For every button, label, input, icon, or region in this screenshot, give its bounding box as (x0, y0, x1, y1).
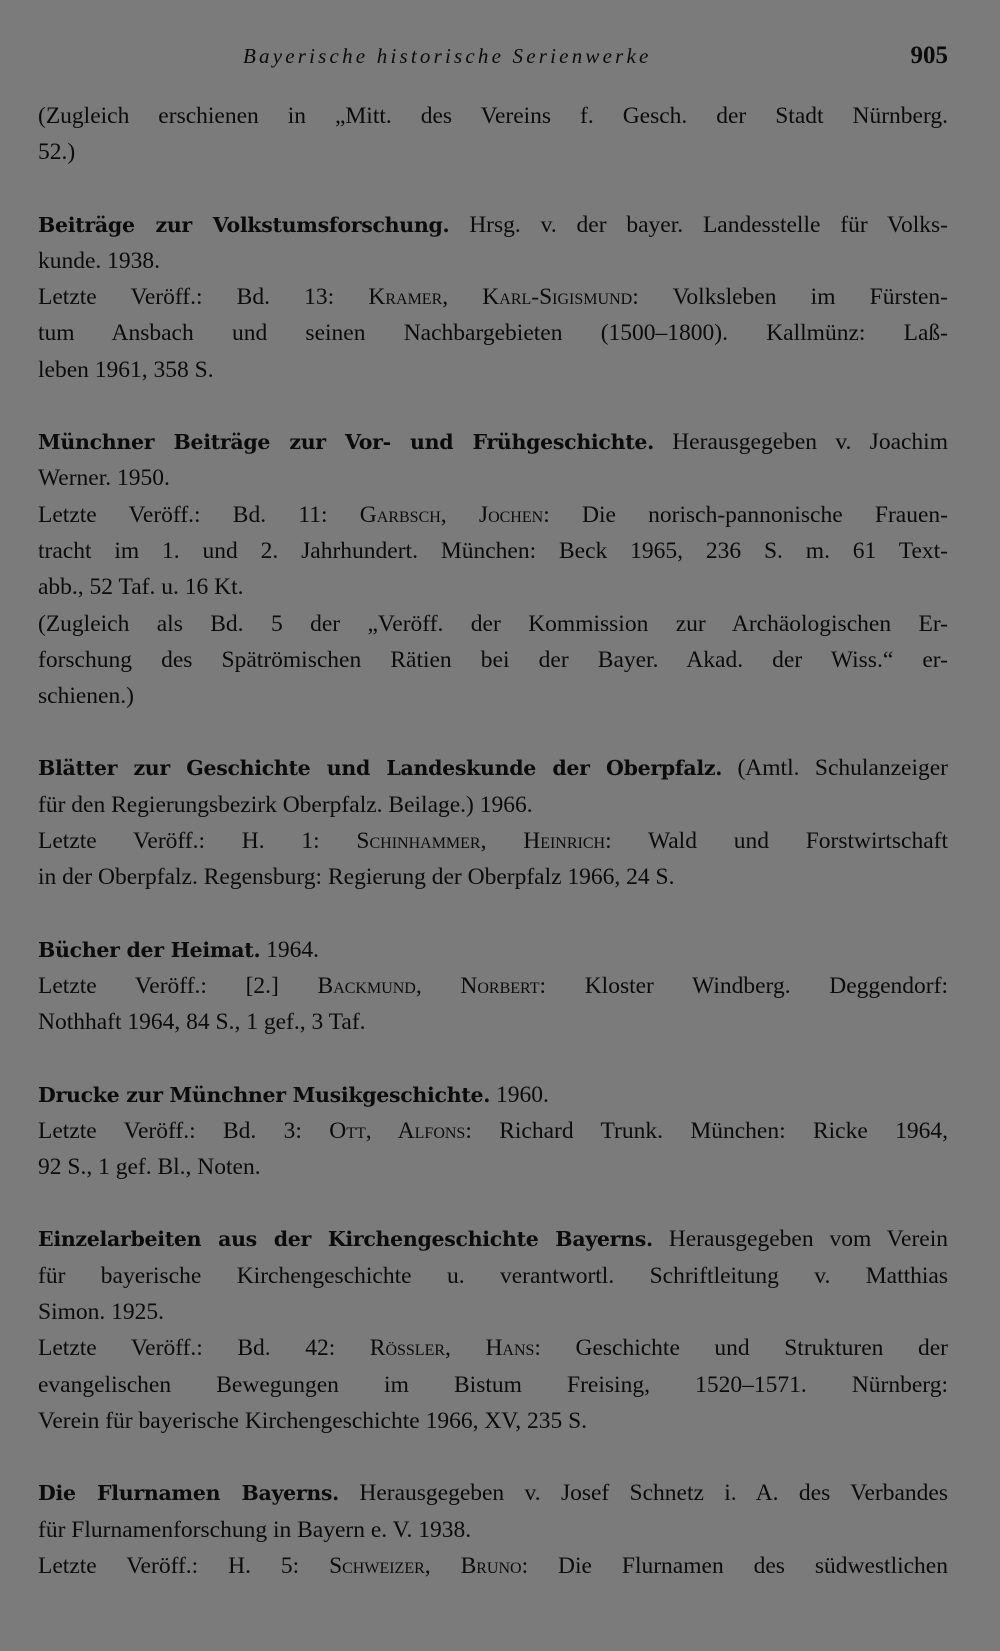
series-entry (38, 750, 948, 895)
series-entry (38, 207, 948, 388)
series-publisher: Herausgegeben v. Joachim (653, 429, 948, 456)
last-publication-label: Letzte Veröff.: H. 5: (38, 1552, 330, 1579)
text-line: schienen.) (38, 683, 134, 710)
series-title: Beiträge zur Volkstumsforschung. (38, 212, 450, 237)
text-line: abb., 52 Taf. u. 16 Kt. (38, 574, 244, 601)
text-line: in der Oberpfalz. Regensburg: Regierung der Oberpfalz 1966, 24 S. (38, 864, 675, 891)
text-line: für Flurnamenforschung in Bayern e. V. 1938. (38, 1516, 472, 1543)
text-line (38, 207, 948, 243)
text-line: forschung des Spätrömischen Rätien bei der Bayer. Akad. der Wiss.“ er- (38, 646, 948, 673)
author-name: Rössler, Hans (369, 1335, 535, 1362)
series-year: 1964. (260, 936, 320, 963)
author-name: Garbsch, Jochen (359, 501, 544, 528)
continuation-entry (38, 98, 948, 171)
text-line (38, 1475, 948, 1511)
text-line: Werner. 1950. (38, 465, 170, 492)
series-publisher: Herausgegeben vom Verein (652, 1226, 948, 1253)
series-entry (38, 932, 948, 1041)
series-title: Drucke zur Münchner Musikgeschichte. (38, 1082, 491, 1107)
text-line (38, 932, 948, 968)
author-name: Kramer, Karl-Sigismund (368, 284, 633, 311)
last-publication-label: Letzte Veröff.: Bd. 42: (38, 1335, 370, 1362)
series-title: Münchner Beiträge zur Vor- und Frühgeschichte. (38, 430, 654, 455)
text-line (38, 424, 948, 460)
text-line (38, 823, 948, 859)
series-title: Die Flurnamen Bayerns. (38, 1481, 340, 1506)
series-year: 1960. (490, 1081, 549, 1108)
publication-title: : Geschichte und Strukturen der (534, 1335, 948, 1362)
book-page (38, 44, 948, 1620)
series-entry (38, 1221, 948, 1439)
author-name: Backmund, Norbert (317, 972, 540, 999)
series-publisher: (Amtl. Schulanzeiger (722, 755, 948, 782)
text-line (38, 750, 948, 786)
text-line (38, 1330, 948, 1366)
text-line: (Zugleich erschienen in „Mitt. des Vereins f. Gesch. der Stadt Nürnberg. (38, 103, 948, 129)
text-line: Simon. 1925. (38, 1299, 165, 1326)
text-line: 92 S., 1 gef. Bl., Noten. (38, 1154, 261, 1181)
publication-title: : Richard Trunk. München: Ricke 1964, (465, 1117, 948, 1144)
text-line: tum Ansbach und seinen Nachbargebieten (1500–1800). Kallmünz: Laß- (38, 320, 948, 347)
text-line: für den Regierungsbezirk Oberpfalz. Beilage.) 1966. (38, 791, 533, 818)
text-line (38, 279, 948, 315)
text-line (38, 1113, 948, 1149)
text-line (38, 1221, 948, 1257)
publication-title: : Volksleben im Fürsten- (632, 284, 948, 311)
series-publisher: Hrsg. v. der bayer. Landesstelle für Volks- (449, 211, 948, 238)
publication-title: : Die norisch-pannonische Frauen- (543, 501, 948, 528)
running-header (38, 44, 948, 84)
last-publication-label: Letzte Veröff.: [2.] (38, 972, 318, 999)
running-title: Bayerische historische Serienwerke (243, 44, 652, 68)
text-line: Nothhaft 1964, 84 S., 1 gef., 3 Taf. (38, 1009, 366, 1036)
author-name: Ott, Alfons (329, 1117, 466, 1144)
text-line: tracht im 1. und 2. Jahrhundert. München: Beck 1965, 236 S. m. 61 Text- (38, 537, 948, 564)
publication-title: : Die Flurnamen des südwestlichen (521, 1552, 948, 1579)
author-name: Schinhammer, Heinrich (356, 828, 606, 855)
page-number: 905 (910, 42, 948, 69)
text-line: 52.) (38, 139, 76, 166)
publication-title: : Kloster Windberg. Deggendorf: (539, 972, 948, 999)
last-publication-label: Letzte Veröff.: H. 1: (38, 828, 357, 855)
last-publication-label: Letzte Veröff.: Bd. 11: (38, 501, 360, 528)
text-line: evangelischen Bewegungen im Bistum Freising, 1520–1571. Nürnberg: (38, 1371, 948, 1398)
text-line (38, 497, 948, 533)
series-publisher: Herausgegeben v. Josef Schnetz i. A. des Verbandes (339, 1480, 948, 1507)
series-entry (38, 1475, 948, 1584)
author-name: Schweizer, Bruno (329, 1552, 522, 1579)
text-line: Verein für bayerische Kirchengeschichte 1966, XV, 235 S. (38, 1407, 588, 1434)
text-line: (Zugleich als Bd. 5 der „Veröff. der Kommission zur Archäologischen Er- (38, 610, 948, 637)
series-title: Einzelarbeiten aus der Kirchengeschichte Bayerns. (38, 1227, 653, 1252)
text-line (38, 1077, 948, 1113)
text-line: leben 1961, 358 S. (38, 356, 214, 383)
text-line: kunde. 1938. (38, 247, 161, 274)
last-publication-label: Letzte Veröff.: Bd. 3: (38, 1117, 330, 1144)
text-line: für bayerische Kirchengeschichte u. verantwortl. Schriftleitung v. Matthias (38, 1262, 948, 1289)
text-line (38, 968, 948, 1004)
series-title: Blätter zur Geschichte und Landeskunde der Oberpfalz. (38, 756, 723, 781)
series-entry (38, 1077, 948, 1186)
text-line (38, 1548, 948, 1584)
last-publication-label: Letzte Veröff.: Bd. 13: (38, 284, 369, 311)
page-body (38, 98, 948, 1584)
publication-title: : Wald und Forstwirtschaft (605, 828, 948, 855)
series-title: Bücher der Heimat. (38, 937, 261, 962)
series-entry (38, 424, 948, 714)
